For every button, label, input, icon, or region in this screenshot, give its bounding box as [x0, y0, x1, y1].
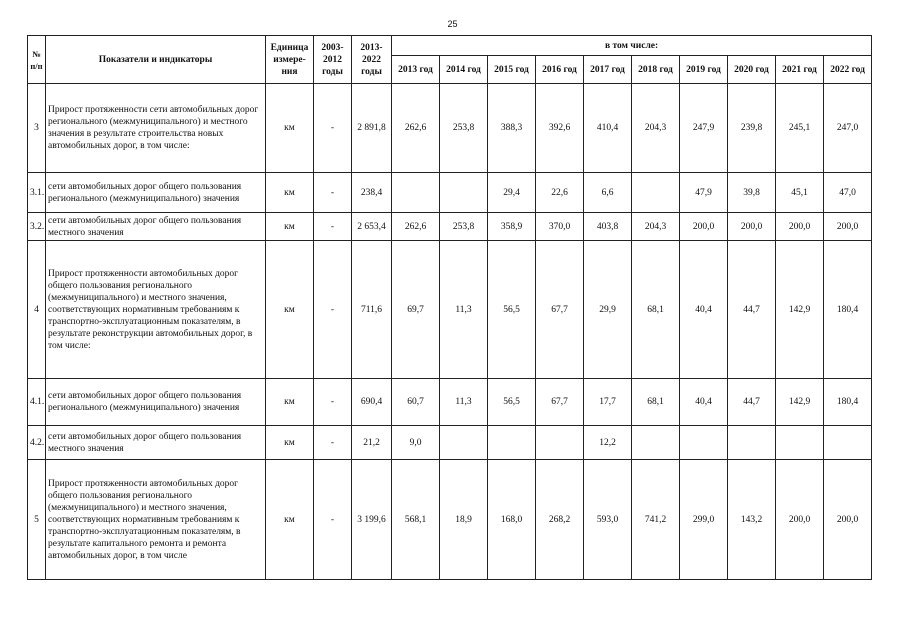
row-value: 180,4 — [824, 241, 872, 379]
row-value: 593,0 — [584, 460, 632, 580]
row-value: 12,2 — [584, 426, 632, 460]
row-value: 47,9 — [680, 173, 728, 213]
header-unit: Единица измере-ния — [266, 36, 314, 84]
row-value: 11,3 — [440, 241, 488, 379]
header-year: 2018 год — [632, 56, 680, 84]
row-value — [440, 426, 488, 460]
row-value: 568,1 — [392, 460, 440, 580]
row-value: 56,5 — [488, 241, 536, 379]
row-value — [392, 173, 440, 213]
row-value: 247,9 — [680, 84, 728, 173]
row-period-2003-2012: - — [314, 426, 352, 460]
row-period-2003-2012: - — [314, 173, 352, 213]
row-value: 299,0 — [680, 460, 728, 580]
row-value: 245,1 — [776, 84, 824, 173]
row-unit: км — [266, 379, 314, 426]
row-period-2003-2012: - — [314, 84, 352, 173]
row-value: 168,0 — [488, 460, 536, 580]
row-value: 253,8 — [440, 84, 488, 173]
row-value — [632, 173, 680, 213]
table-body — [28, 84, 872, 580]
row-value: 200,0 — [776, 213, 824, 241]
table-row — [28, 84, 872, 173]
row-value: 410,4 — [584, 84, 632, 173]
row-unit: км — [266, 460, 314, 580]
table-row — [28, 426, 872, 460]
row-unit: км — [266, 173, 314, 213]
row-value — [776, 426, 824, 460]
row-value: 142,9 — [776, 379, 824, 426]
header-year: 2016 год — [536, 56, 584, 84]
row-value: 68,1 — [632, 379, 680, 426]
row-number: 4.1. — [28, 379, 46, 426]
row-value: 44,7 — [728, 379, 776, 426]
row-description: сети автомобильных дорог общего пользования регионального (межмуниципального) значения — [46, 379, 266, 426]
row-period-2003-2012: - — [314, 241, 352, 379]
row-number: 5 — [28, 460, 46, 580]
row-value: 253,8 — [440, 213, 488, 241]
row-value: 45,1 — [776, 173, 824, 213]
row-description: сети автомобильных дорог общего пользования местного значения — [46, 213, 266, 241]
row-value — [728, 426, 776, 460]
row-total: 3 199,6 — [352, 460, 392, 580]
row-value: 6,6 — [584, 173, 632, 213]
row-value: 370,0 — [536, 213, 584, 241]
row-value: 200,0 — [728, 213, 776, 241]
row-description: Прирост протяженности сети автомобильных дорог регионального (межмуниципального) и местного значения в результате строительства новых автомобильных дорог, в том числе: — [46, 84, 266, 173]
row-unit: км — [266, 241, 314, 379]
row-period-2003-2012: - — [314, 379, 352, 426]
row-value — [536, 426, 584, 460]
row-value: 204,3 — [632, 84, 680, 173]
row-unit: км — [266, 426, 314, 460]
header-year: 2014 год — [440, 56, 488, 84]
row-value: 56,5 — [488, 379, 536, 426]
row-period-2003-2012: - — [314, 213, 352, 241]
row-value: 60,7 — [392, 379, 440, 426]
row-value: 204,3 — [632, 213, 680, 241]
row-total: 711,6 — [352, 241, 392, 379]
page-number: 25 — [447, 19, 458, 29]
row-description: Прирост протяженности автомобильных дорог общего пользования регионального (межмуниципального) и местного значения, соответствующих нормативным требованиям к транспортно-эксплуатационным показателям, в результате реконструкции автомобильных дорог, в том числе: — [46, 241, 266, 379]
row-description: сети автомобильных дорог общего пользования местного значения — [46, 426, 266, 460]
header-year: 2013 год — [392, 56, 440, 84]
row-value: 67,7 — [536, 241, 584, 379]
row-value: 22,6 — [536, 173, 584, 213]
row-value — [680, 426, 728, 460]
row-value: 9,0 — [392, 426, 440, 460]
row-value: 68,1 — [632, 241, 680, 379]
row-value: 358,9 — [488, 213, 536, 241]
row-unit: км — [266, 213, 314, 241]
table-row — [28, 241, 872, 379]
table-row — [28, 460, 872, 580]
table-header — [28, 36, 872, 84]
row-description: Прирост протяженности автомобильных дорог общего пользования регионального (межмуниципального) и местного значения, соответствующих нормативным требованиям к транспортно-эксплуатационным показателям, в результате капитального ремонта и ремонта автомобильных дорог, в том числе — [46, 460, 266, 580]
row-total: 238,4 — [352, 173, 392, 213]
row-value: 403,8 — [584, 213, 632, 241]
row-total: 2 653,4 — [352, 213, 392, 241]
row-value: 143,2 — [728, 460, 776, 580]
row-value: 262,6 — [392, 84, 440, 173]
row-value: 200,0 — [776, 460, 824, 580]
header-year: 2015 год — [488, 56, 536, 84]
row-value — [440, 173, 488, 213]
row-value — [488, 426, 536, 460]
row-value: 69,7 — [392, 241, 440, 379]
row-number: 4.2. — [28, 426, 46, 460]
row-value: 180,4 — [824, 379, 872, 426]
header-including: в том числе: — [392, 36, 872, 56]
row-value: 29,9 — [584, 241, 632, 379]
row-value: 200,0 — [824, 213, 872, 241]
row-value: 239,8 — [728, 84, 776, 173]
row-description: сети автомобильных дорог общего пользования регионального (межмуниципального) значения — [46, 173, 266, 213]
row-value: 11,3 — [440, 379, 488, 426]
row-total: 690,4 — [352, 379, 392, 426]
row-value: 40,4 — [680, 241, 728, 379]
row-period-2003-2012: - — [314, 460, 352, 580]
row-value: 262,6 — [392, 213, 440, 241]
row-total: 2 891,8 — [352, 84, 392, 173]
header-period-2013-2022: 2013-2022 годы — [352, 36, 392, 84]
row-number: 4 — [28, 241, 46, 379]
indicators-table — [27, 35, 872, 580]
row-value: 18,9 — [440, 460, 488, 580]
table-row — [28, 213, 872, 241]
row-value: 142,9 — [776, 241, 824, 379]
row-value: 741,2 — [632, 460, 680, 580]
row-value: 200,0 — [680, 213, 728, 241]
table-row — [28, 173, 872, 213]
table-row — [28, 379, 872, 426]
row-value: 392,6 — [536, 84, 584, 173]
row-value: 29,4 — [488, 173, 536, 213]
header-num: № п/п — [28, 36, 46, 84]
row-unit: км — [266, 84, 314, 173]
row-number: 3.2. — [28, 213, 46, 241]
row-value: 247,0 — [824, 84, 872, 173]
row-value: 200,0 — [824, 460, 872, 580]
row-value: 268,2 — [536, 460, 584, 580]
header-year: 2021 год — [776, 56, 824, 84]
row-value: 388,3 — [488, 84, 536, 173]
row-value: 47,0 — [824, 173, 872, 213]
row-value — [632, 426, 680, 460]
row-value: 67,7 — [536, 379, 584, 426]
row-total: 21,2 — [352, 426, 392, 460]
header-year: 2019 год — [680, 56, 728, 84]
header-year: 2017 год — [584, 56, 632, 84]
header-period-2003-2012: 2003-2012 годы — [314, 36, 352, 84]
header-year: 2022 год — [824, 56, 872, 84]
row-value: 39,8 — [728, 173, 776, 213]
row-number: 3.1. — [28, 173, 46, 213]
header-year: 2020 год — [728, 56, 776, 84]
header-indicators: Показатели и индикаторы — [46, 36, 266, 84]
row-value — [824, 426, 872, 460]
row-value: 44,7 — [728, 241, 776, 379]
row-number: 3 — [28, 84, 46, 173]
row-value: 40,4 — [680, 379, 728, 426]
row-value: 17,7 — [584, 379, 632, 426]
